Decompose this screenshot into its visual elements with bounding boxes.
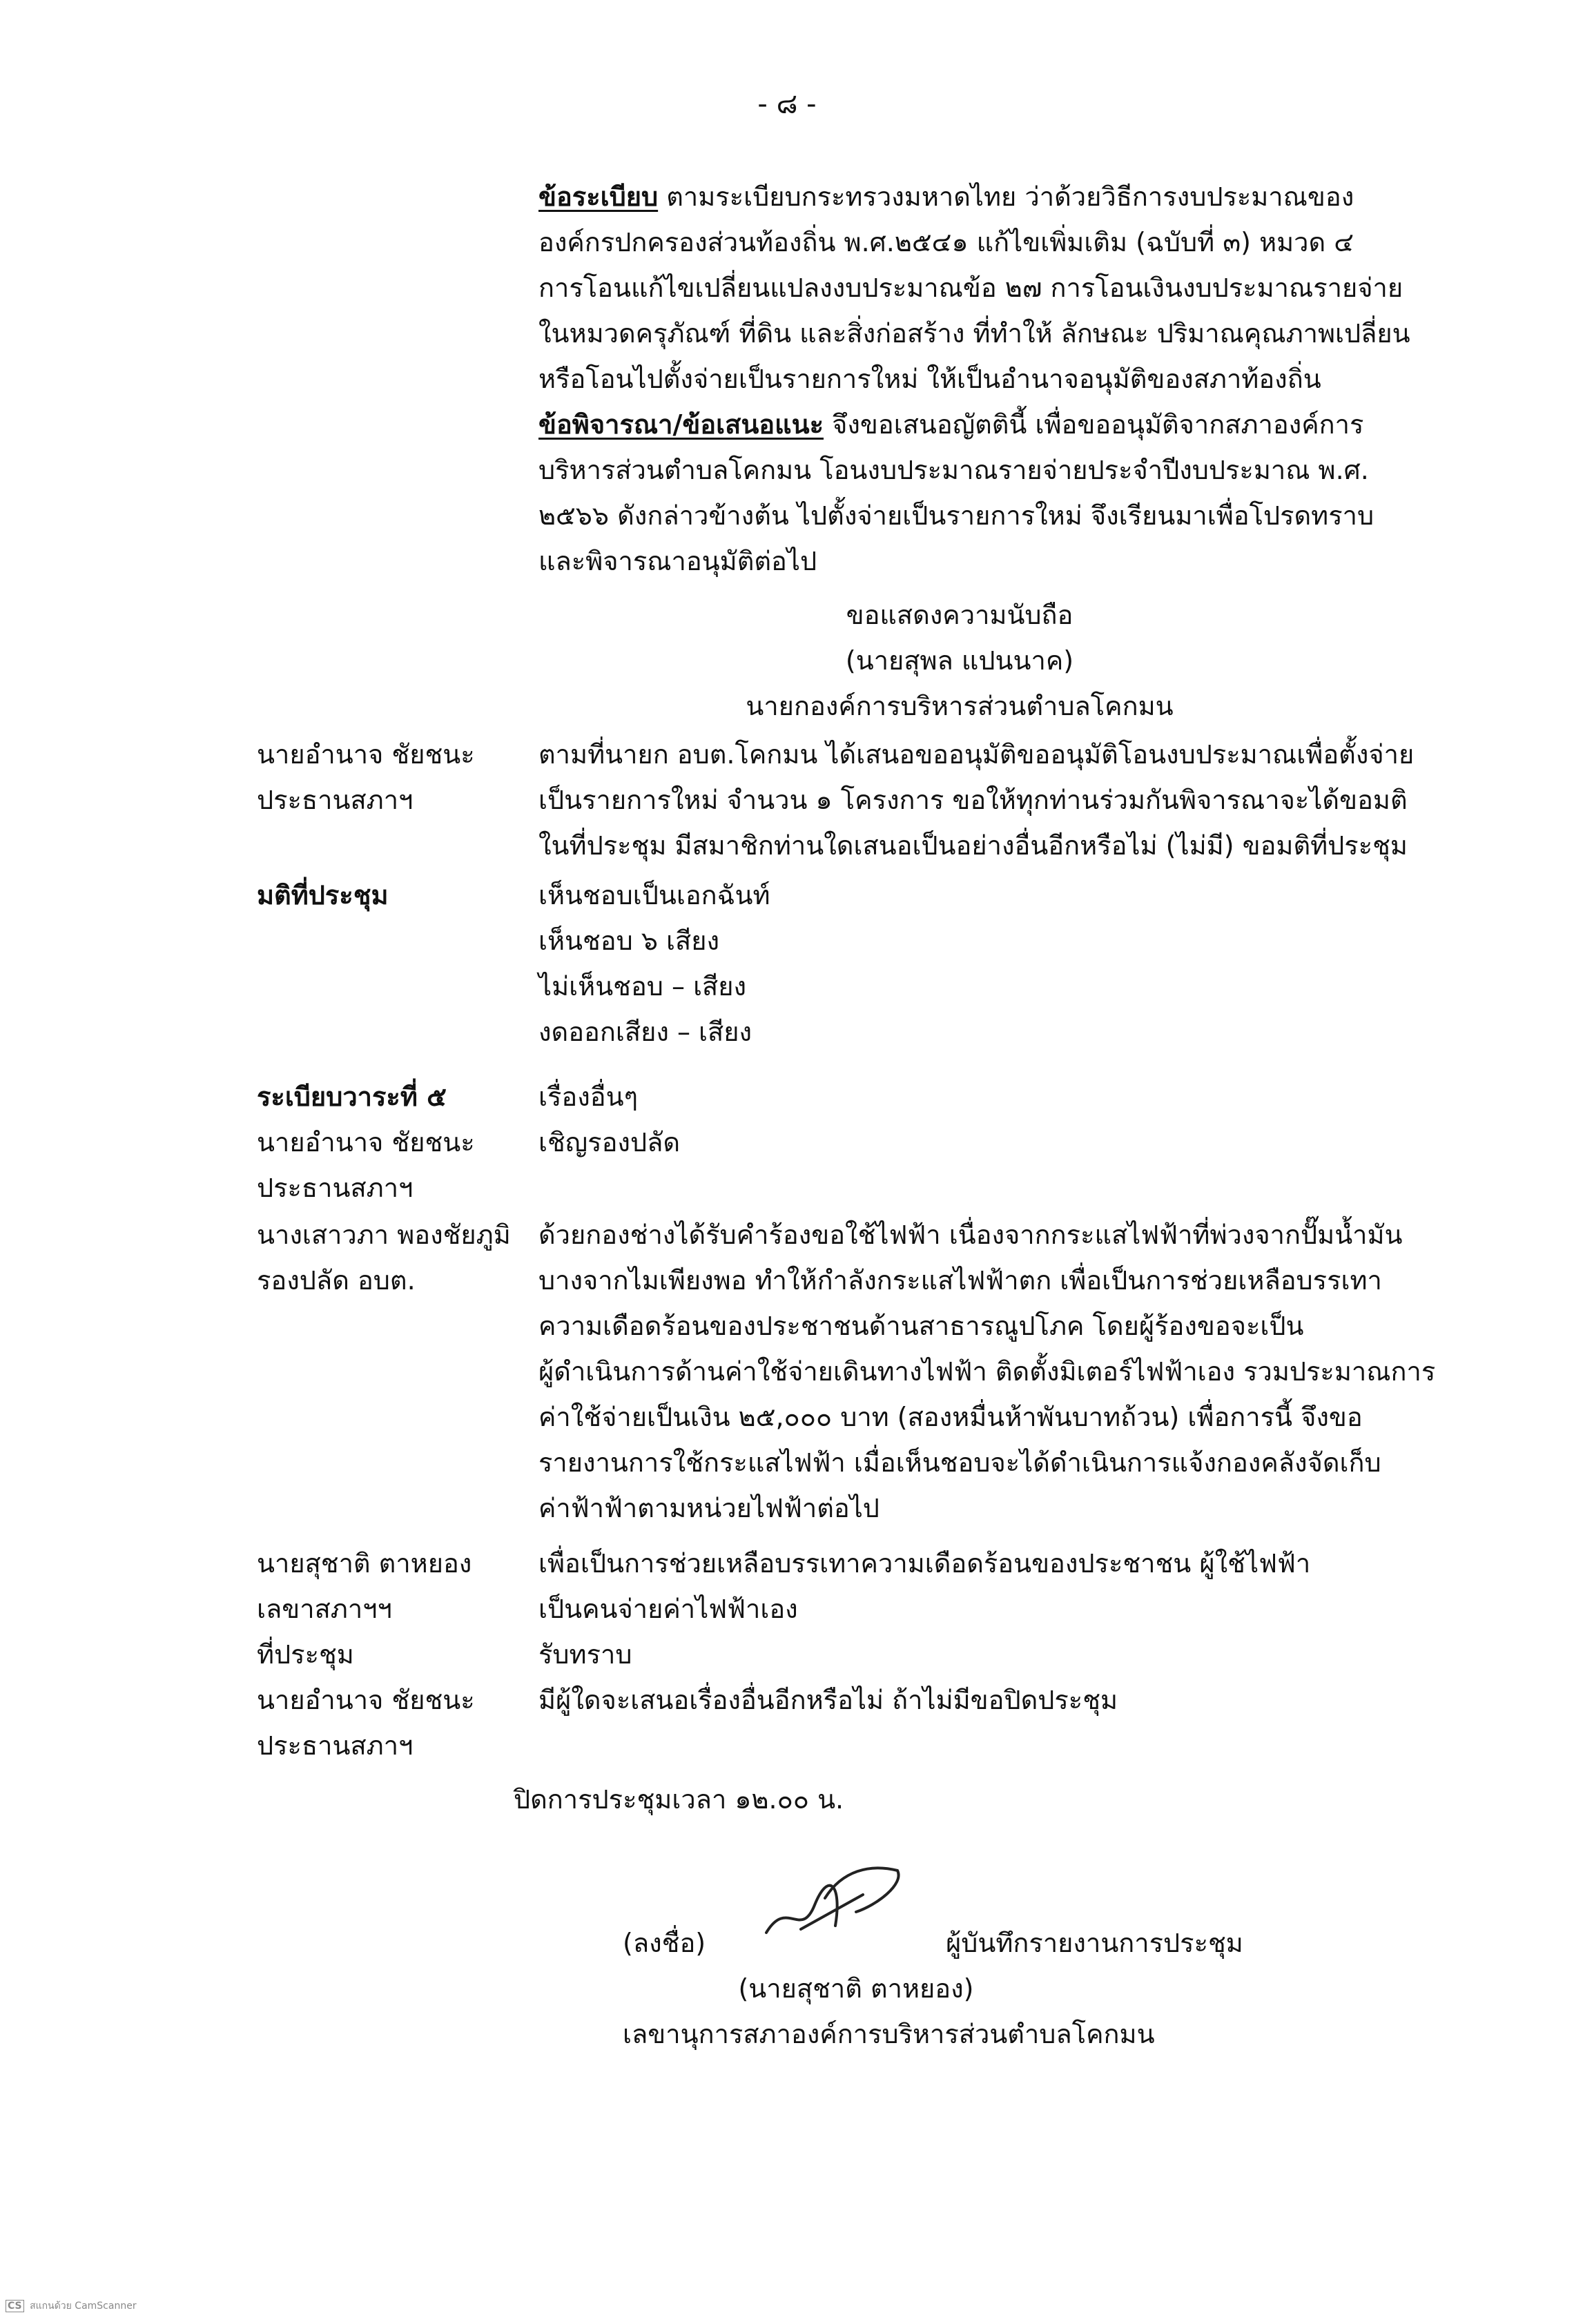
statement-line: เชิญรองปลัด — [538, 1127, 681, 1158]
statement-line: ความเดือดร้อนของประชาชนด้านสาธารณูปโภค โดยผู้ร้องขอจะเป็น — [538, 1311, 1304, 1341]
agenda-title: เรื่องอื่นๆ — [538, 1082, 638, 1112]
consideration-line: และพิจารณาอนุมัติต่อไป — [538, 546, 817, 576]
signature-position: เลขานุการสภาองค์การบริหารส่วนตำบลโคกมน — [623, 2019, 1155, 2049]
regulation-section — [538, 174, 1410, 402]
speaker-role: ประธานสภาฯ — [257, 1173, 414, 1203]
speaker-role: ประธานสภาฯ — [257, 785, 414, 815]
speaker-name: นายอำนาจ ชัยชนะ — [257, 739, 475, 770]
speaker-name: นายสุชาติ ตาหยอง — [257, 1548, 472, 1579]
statement-line: บางจากไมเพียงพอ ทำให้กำลังกระแสไฟฟ้าตก เพื่อเป็นการช่วยเหลือบรรเทา — [538, 1265, 1382, 1296]
scanner-text: สแกนด้วย CamScanner — [30, 2301, 137, 2312]
speaker-role: รองปลัด อบต. — [257, 1265, 416, 1296]
closing-regards: ขอแสดงความนับถือ — [846, 600, 1073, 630]
resolution-label: มติที่ประชุม — [257, 880, 389, 910]
resolution-line: เห็นชอบเป็นเอกฉันท์ — [538, 880, 770, 910]
consideration-line: ๒๕๖๖ ดังกล่าวข้างต้น ไปตั้งจ่ายเป็นรายการใหม่ จึงเรียนมาเพื่อโปรดทราบ — [538, 500, 1374, 531]
speaker-role: เลขาสภาฯฯ — [257, 1594, 392, 1624]
speaker-role: ประธานสภาฯ — [257, 1730, 414, 1761]
resolution-line: เห็นชอบ ๖ เสียง — [538, 926, 720, 956]
recorder-role: ผู้บันทึกรายงานการประชุม — [946, 1928, 1243, 1958]
page-number: - ๘ - — [757, 88, 817, 120]
speaker-name: นายอำนาจ ชัยชนะ — [257, 1685, 475, 1715]
statement-line: รายงานการใช้กระแสไฟฟ้า เมื่อเห็นชอบจะได้ดำเนินการแจ้งกองคลังจัดเก็บ — [538, 1447, 1381, 1478]
statement-line: มีผู้ใดจะเสนอเรื่องอื่นอีกหรือไม่ ถ้าไม่มีขอปิดประชุม — [538, 1685, 1118, 1715]
resolution-line: ไม่เห็นชอบ – เสียง — [538, 971, 747, 1002]
sign-label: (ลงชื่อ) — [623, 1928, 706, 1958]
consideration-heading: ข้อพิจารณา/ข้อเสนอแนะ — [538, 409, 824, 440]
statement-line: ค่าใช้จ่ายเป็นเงิน ๒๕,๐๐๐ บาท (สองหมื่นห้าพันบาทถ้วน) เพื่อการนี้ จึงขอ — [538, 1402, 1363, 1432]
agenda-label: ระเบียบวาระที่ ๕ — [257, 1082, 447, 1112]
regulation-line: ในหมวดครุภัณฑ์ ที่ดิน และสิ่งก่อสร้าง ที่ทำให้ ลักษณะ ปริมาณคุณภาพเปลี่ยน — [538, 318, 1410, 349]
handwritten-signature — [759, 1857, 911, 1953]
closing-block — [718, 592, 1201, 729]
resolution-line: งดออกเสียง – เสียง — [538, 1017, 752, 1047]
statement-line: ค่าฟ้าฟ้าตามหน่วยไฟฟ้าต่อไป — [538, 1493, 880, 1523]
closing-time: ปิดการประชุมเวลา ๑๒.๐๐ น. — [514, 1784, 844, 1815]
consideration-line: บริหารส่วนตำบลโคกมน โอนงบประมาณรายจ่ายประจำปีงบประมาณ พ.ศ. — [538, 455, 1369, 485]
signature-name: (นายสุชาติ ตาหยอง) — [738, 1973, 974, 2004]
regulation-line: องค์กรปกครองส่วนท้องถิ่น พ.ศ.๒๕๔๑ แก้ไขเพิ่มเติม (ฉบับที่ ๓) หมวด ๔ — [538, 227, 1354, 257]
statement-line: ผู้ดำเนินการด้านค่าใช้จ่ายเดินทางไฟฟ้า ติดตั้งมิเตอร์ไฟฟ้าเอง รวมประมาณการ — [538, 1356, 1436, 1387]
statement-line: รับทราบ — [538, 1639, 632, 1670]
regulation-heading: ข้อระเบียบ — [538, 182, 659, 212]
statement-line: เป็นรายการใหม่ จำนวน ๑ โครงการ ขอให้ทุกท่านร่วมกันพิจารณาจะได้ขอมติ — [538, 785, 1408, 815]
statement-line: ด้วยกองช่างได้รับคำร้องขอใช้ไฟฟ้า เนื่องจากกระแสไฟฟ้าที่พ่วงจากปั๊มน้ำมัน — [538, 1220, 1403, 1250]
consideration-first-line: จึงขอเสนอญัตตินี้ เพื่อขออนุมัติจากสภาองค์การ — [832, 409, 1364, 440]
regulation-line: หรือโอนไปตั้งจ่ายเป็นรายการใหม่ ให้เป็นอำนาจอนุมัติของสภาท้องถิ่น — [538, 364, 1321, 394]
statement-line: ในที่ประชุม มีสมาชิกท่านใดเสนอเป็นอย่างอื่นอีกหรือไม่ (ไม่มี) ขอมติที่ประชุม — [538, 830, 1408, 861]
closing-position: นายกองค์การบริหารส่วนตำบลโคกมน — [746, 691, 1174, 721]
meeting-label: ที่ประชุม — [257, 1639, 354, 1670]
consideration-section — [538, 402, 1388, 584]
regulation-first-line: ตามระเบียบกระทรวงมหาดไทย ว่าด้วยวิธีการงบประมาณของ — [666, 182, 1354, 212]
scanner-watermark — [6, 2298, 137, 2314]
statement-line: เป็นคนจ่ายค่าไฟฟ้าเอง — [538, 1594, 798, 1624]
statement-line: ตามที่นายก อบต.โคกมน ได้เสนอขออนุมัติขออนุมัติโอนงบประมาณเพื่อตั้งจ่าย — [538, 739, 1415, 770]
closing-name: (นายสุพล แปนนาค) — [845, 645, 1074, 676]
regulation-line: การโอนแก้ไขเปลี่ยนแปลงงบประมาณข้อ ๒๗ การโอนเงินงบประมาณรายจ่าย — [538, 273, 1403, 303]
statement-line: เพื่อเป็นการช่วยเหลือบรรเทาความเดือดร้อนของประชาชน ผู้ใช้ไฟฟ้า — [538, 1548, 1311, 1579]
camscanner-logo-icon: CS — [6, 2300, 24, 2312]
speaker-name: นางเสาวภา พองชัยภูมิ — [257, 1220, 511, 1250]
speaker-name: นายอำนาจ ชัยชนะ — [257, 1127, 475, 1158]
